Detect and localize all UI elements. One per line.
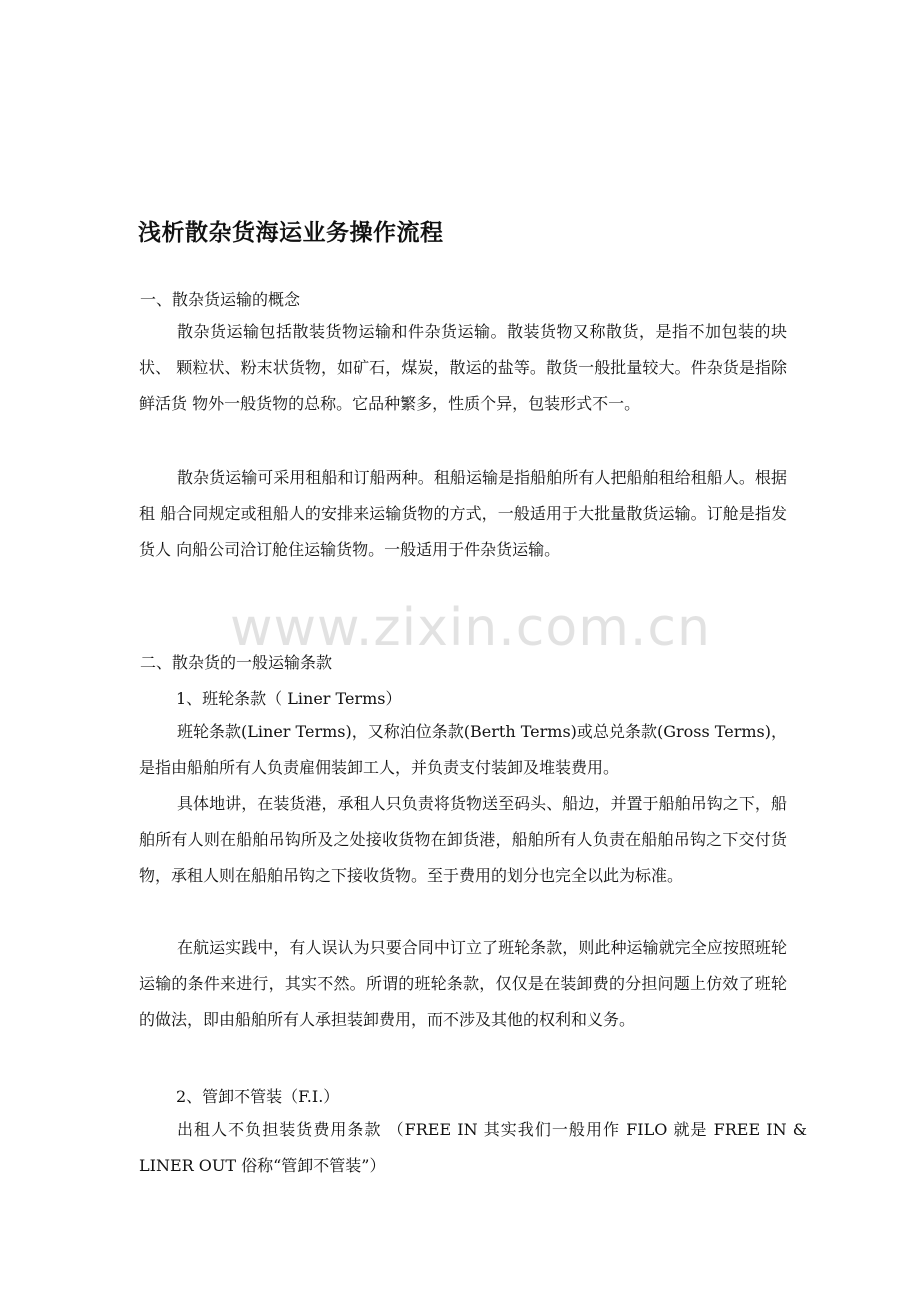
watermark: www.zixin.com.cn bbox=[230, 598, 711, 658]
liner-terms-practice: 在航运实践中，有人误认为只要合同中订立了班轮条款，则此种运输就完全应按照班轮运输的条件来进行，其实不然。所谓的班轮条款，仅仅是在装卸费的分担问题上仿效了班轮的做法，即由船舶所有人承担装卸费用，而不涉及其他的权利和义务。 bbox=[139, 938, 787, 1029]
section-1-heading: 一、散杂货运输的概念 bbox=[140, 290, 301, 309]
liner-terms-definition: 班轮条款(Liner Terms)，又称泊位条款(Berth Terms)或总兑条款(Gross Terms)，是指由船舶所有人负责雇佣装卸工人，并负责支付装卸及堆装费用。 bbox=[139, 722, 787, 777]
free-in-paragraph: 出租人不负担装货费用条款 （FREE IN 其实我们一般用作 FILO 就是 FREE IN & LINER OUT 俗称“管卸不管装”） bbox=[139, 1120, 807, 1175]
liner-terms-subheading: 1、班轮条款（ Liner Terms） bbox=[176, 689, 402, 708]
liner-terms-details: 具体地讲，在装货港，承租人只负责将货物送至码头、船边，并置于船舶吊钩之下，船舶所有人则在船舶吊钩所及之处接收货物在卸货港，船舶所有人负责在船舶吊钩之下交付货物，承租人则在船舶吊钩之下接收货物。至于费用的划分也完全以此为标准。 bbox=[139, 794, 787, 885]
document-title: 浅析散杂货海运业务操作流程 bbox=[138, 220, 444, 246]
section-2-heading: 二、散杂货的一般运输条款 bbox=[140, 653, 333, 672]
section-1-paragraph-2: 散杂货运输可采用租船和订船两种。租船运输是指船舶所有人把船舶租给租船人。根据租 船合同规定或租船人的安排来运输货物的方式，一般适用于大批量散货运输。订舱是指发货人 向船公司洽订舱住运输货物。一般适用于件杂货运输。 bbox=[139, 468, 787, 559]
section-1-paragraph-1: 散杂货运输包括散装货物运输和件杂货运输。散装货物又称散货，是指不加包装的块状、 颗粒状、粉末状货物，如矿石，煤炭，散运的盐等。散货一般批量较大。件杂货是指除鲜活货 物外一般货物的总称。它品种繁多，性质个异，包装形式不一。 bbox=[139, 322, 787, 413]
free-in-subheading: 2、管卸不管装（F.I.） bbox=[176, 1087, 340, 1106]
